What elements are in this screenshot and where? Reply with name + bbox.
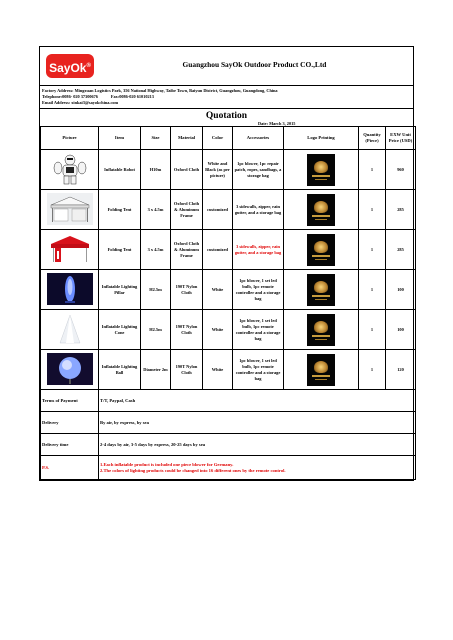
gold-logo-sample-image [307,274,335,306]
size-cell: 3 x 4.5m [141,230,171,270]
quantity-cell: 1 [359,150,386,190]
table-row [41,270,416,310]
logo-cell [284,230,359,270]
terms-value: By air, by express, by sea [99,412,416,434]
accessories-cell: 1pc blower, 1 set led bulb, 1pc remote controller and a storage bag [233,310,284,350]
ps-note-2: 2.The colors of lighting products could be changed into 16 different ones by the remote control. [100,467,286,473]
ps-note-1: 1.Each inflatable product is included one piece blower for Germany. [100,461,234,467]
terms-label: Delivery [41,412,99,434]
col-logo-printing: Logo Printing [284,127,359,150]
logo-cell [284,310,359,350]
accessories-cell: 1pc blower, 1 set led bulb, 1pc remote controller and a storage bag [233,270,284,310]
company-logo: SayOk® [46,54,94,78]
price-cell: 960 [386,150,416,190]
quotation-title-block [40,109,413,126]
folding-tent-white-image [47,193,93,225]
gold-logo-sample-image [307,154,335,186]
ps-row [41,456,416,480]
logo-cell [284,270,359,310]
col-size: Size [141,127,171,150]
size-cell: H10m [141,150,171,190]
picture-cell [41,310,99,350]
accessories-cell: 1pc blower, 1pc repair patch, ropes, sandbags, a storage bag [233,150,284,190]
table-row [41,150,416,190]
price-cell: 120 [386,350,416,390]
item-cell: Inflatable Lighting Cone [99,310,141,350]
price-cell: 285 [386,190,416,230]
lighting-ball-image [47,353,93,385]
color-cell: White [203,270,233,310]
material-cell: 190T Nylon Cloth [171,350,203,390]
material-cell: 190T Nylon Cloth [171,270,203,310]
email: Email Address: xinkai3@sayokchina.com [42,100,119,105]
quantity-cell: 1 [359,230,386,270]
table-header-row [41,127,416,150]
accessories-cell-red: 3 sidewalls, zipper, rain gutter, and a storage bag [233,230,284,270]
header [40,47,413,86]
picture-cell [41,150,99,190]
quotation-title: Quotation [205,111,248,121]
col-color: Color [203,127,233,150]
quantity-cell: 1 [359,350,386,390]
terms-label: Terms of Payment [41,390,99,412]
color-cell: customized [203,190,233,230]
item-cell: Folding Tent [99,230,141,270]
col-price: EXW Unit Price (USD) [386,127,416,150]
folding-tent-red-image [47,233,93,265]
picture-cell [41,350,99,390]
size-cell: H2.5m [141,310,171,350]
col-quantity: Quantity (Piece) [359,127,386,150]
material-cell: Oxford Cloth & Aluminum Frame [171,190,203,230]
col-picture: Picture [41,127,99,150]
color-cell: White and Black (as per picture) [203,150,233,190]
ps-notes [99,456,416,480]
inflatable-robot-image [47,153,93,185]
picture-cell [41,230,99,270]
material-cell: Oxford Cloth [171,150,203,190]
material-cell: 190T Nylon Cloth [171,310,203,350]
size-cell: Diameter 2m [141,350,171,390]
quotation-date: Date: March 3, 2015 [258,121,296,126]
table-row [41,350,416,390]
size-cell: H2.5m [141,270,171,310]
table-row [41,310,416,350]
fax: Fax:0086-020 61010213 [110,94,154,99]
table-row [41,230,416,270]
picture-cell [41,270,99,310]
factory-address: Factory Address: Mingxuan Logistics Park, 356 National Highway, Taibe Town, Baiyun District, Guangzhou, Guangdong, China [42,88,278,93]
item-cell: Folding Tent [99,190,141,230]
telephone: Telephone:0086- 020 37300676 [42,94,98,99]
material-cell: Oxford Cloth & Aluminum Frame [171,230,203,270]
quantity-cell: 1 [359,310,386,350]
color-cell: White [203,350,233,390]
terms-row [41,434,416,456]
gold-logo-sample-image [307,354,335,386]
contact-block [40,86,413,109]
price-cell: 100 [386,310,416,350]
terms-value: T/T, Paypal, Cash [99,390,416,412]
col-material: Material [171,127,203,150]
company-name: Guangzhou SayOk Outdoor Product CO.,Ltd [182,60,327,69]
price-cell: 100 [386,270,416,310]
item-cell: Inflatable Lighting Ball [99,350,141,390]
accessories-cell: 1pc blower, 1 set led bulb, 1pc remote controller and a storage bag [233,350,284,390]
ps-label: P.S. [41,456,99,480]
terms-value: 2-4 days by air, 3-5 days by express, 20-25 days by sea [99,434,416,456]
item-cell: Inflatable Lighting Pillar [99,270,141,310]
lighting-cone-image [47,313,93,345]
quantity-cell: 1 [359,270,386,310]
logo-cell [284,150,359,190]
col-item: Item [99,127,141,150]
gold-logo-sample-image [307,194,335,226]
quotation-table [40,126,416,480]
accessories-cell: 3 sidewalls, zipper, rain gutter, and a storage bag [233,190,284,230]
lighting-pillar-image [47,273,93,305]
picture-cell [41,190,99,230]
quotation-sheet [39,46,414,481]
item-cell: Inflatable Robot [99,150,141,190]
price-cell: 285 [386,230,416,270]
terms-row [41,390,416,412]
color-cell: customized [203,230,233,270]
logo-cell [284,350,359,390]
gold-logo-sample-image [307,314,335,346]
color-cell: White [203,310,233,350]
logo-cell [284,190,359,230]
col-accessories: Accessories [233,127,284,150]
terms-label: Delivery time [41,434,99,456]
size-cell: 3 x 4.5m [141,190,171,230]
table-row [41,190,416,230]
terms-row [41,412,416,434]
quantity-cell: 1 [359,190,386,230]
gold-logo-sample-image [307,234,335,266]
